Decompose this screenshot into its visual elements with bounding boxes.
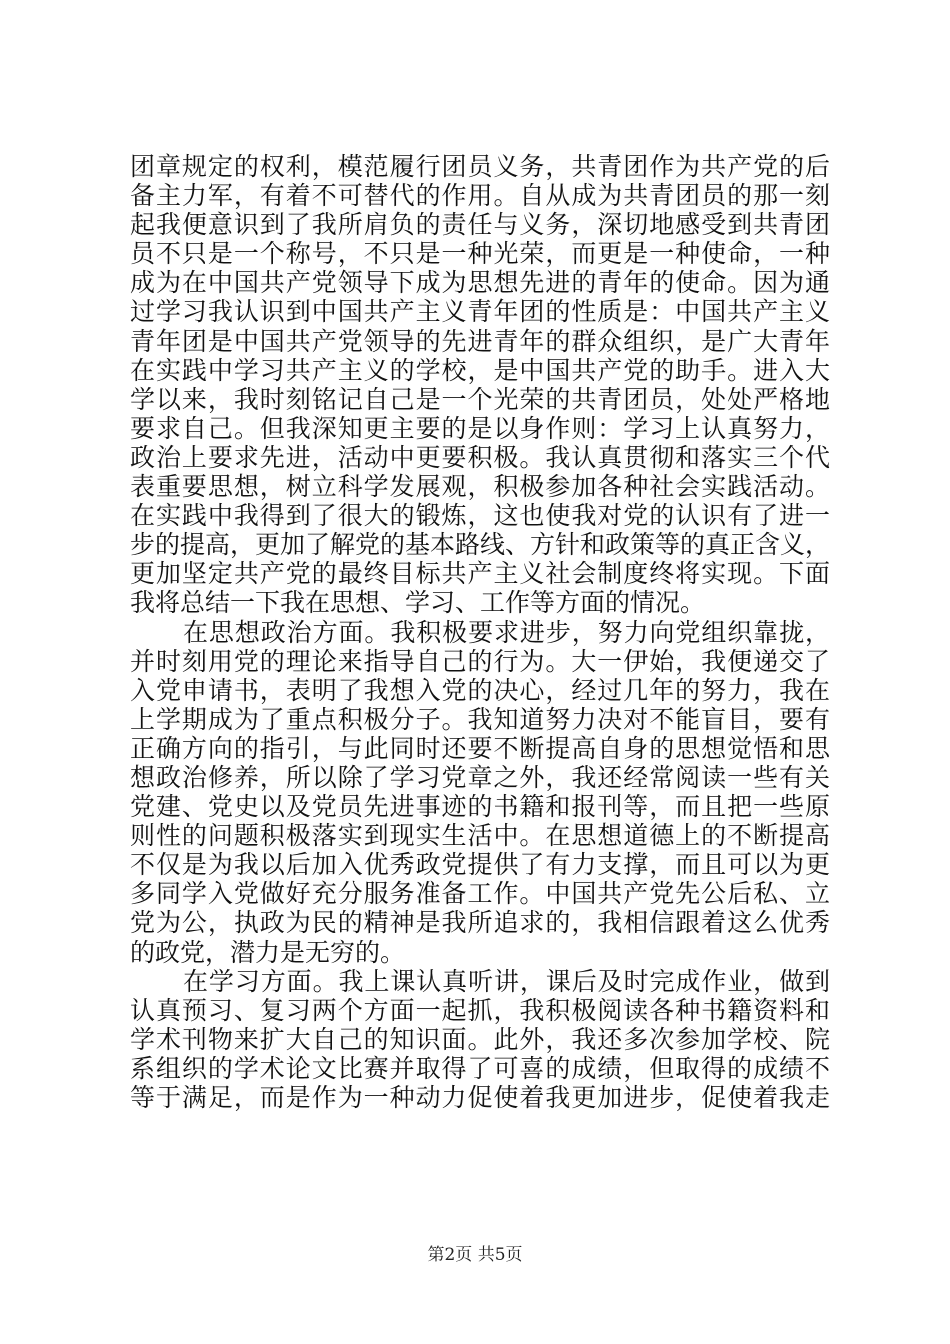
text-line: 学以来，我时刻铭记自己是一个光荣的共青团员，处处严格地 [130,384,830,414]
text-line: 员不只是一个称号，不只是一种光荣，而更是一种使命，一种 [130,239,830,269]
text-line: 成为在中国共产党领导下成为思想先进的青年的使命。因为通 [130,268,830,298]
text-line: 步的提高，更加了解党的基本路线、方针和政策等的真正含义， [130,530,831,560]
paragraph-first-line: 在思想政治方面。我积极要求进步，努力向党组织靠拢， [183,617,830,647]
text-line: 党为公，执政为民的精神是我所追求的，我相信跟着这么优秀 [130,908,830,938]
text-line: 并时刻用党的理论来指导自己的行为。大一伊始，我便递交了 [130,646,830,676]
text-line: 备主力军，有着不可替代的作用。自从成为共青团员的那一刻 [130,181,830,211]
text-line: 团章规定的权利，模范履行团员义务，共青团作为共产党的后 [130,152,830,181]
text-line: 等于满足，而是作为一种动力促使着我更加进步，促使着我走 [130,1083,830,1112]
text-line: 不仅是为我以后加入优秀政党提供了有力支撑，而且可以为更 [130,850,830,880]
text-line: 想政治修养，所以除了学习党章之外，我还经常阅读一些有关 [130,762,830,792]
text-line: 多同学入党做好充分服务准备工作。中国共产党先公后私、立 [130,879,830,909]
text-line: 的政党，潜力是无穷的。 [130,937,406,967]
text-line: 正确方向的指引，与此同时还要不断提高自身的思想觉悟和思 [130,733,830,763]
text-line: 则性的问题积极落实到现实生活中。在思想道德上的不断提高 [130,821,830,851]
page-number-footer: 第2页 共5页 [427,1245,523,1265]
document-body [130,152,830,1112]
text-line: 入党申请书，表明了我想入党的决心，经过几年的努力，我在 [130,675,830,705]
text-line: 在实践中我得到了很大的锻炼，这也使我对党的认识有了进一 [130,501,830,531]
text-line: 要求自己。但我深知更主要的是以身作则：学习上认真努力， [130,413,830,443]
text-line: 表重要思想，树立科学发展观，积极参加各种社会实践活动。 [130,472,830,502]
text-line: 系组织的学术论文比赛并取得了可喜的成绩，但取得的成绩不 [130,1053,830,1083]
text-line: 上学期成为了重点积极分子。我知道努力决对不能盲目，要有 [130,704,830,734]
text-line: 起我便意识到了我所肩负的责任与义务，深切地感受到共青团 [130,210,830,240]
text-line: 过学习我认识到中国共产主义青年团的性质是：中国共产主义 [130,297,830,327]
paragraph-first-line: 在学习方面。我上课认真听讲，课后及时完成作业，做到 [183,966,830,996]
text-line: 青年团是中国共产党领导的先进青年的群众组织，是广大青年 [130,326,830,356]
text-line: 学术刊物来扩大自己的知识面。此外，我还多次参加学校、院 [130,1024,830,1054]
text-line: 在实践中学习共产主义的学校，是中国共产党的助手。进入大 [130,355,830,385]
text-line: 党建、党史以及党员先进事迹的书籍和报刊等，而且把一些原 [130,792,830,822]
text-line: 我将总结一下我在思想、学习、工作等方面的情况。 [130,588,706,618]
text-line: 认真预习、复习两个方面一起抓，我积极阅读各种书籍资料和 [130,995,830,1025]
text-line: 政治上要求先进，活动中更要积极。我认真贯彻和落实三个代 [130,442,830,472]
text-line: 更加坚定共产党的最终目标共产主义社会制度终将实现。下面 [130,559,830,589]
